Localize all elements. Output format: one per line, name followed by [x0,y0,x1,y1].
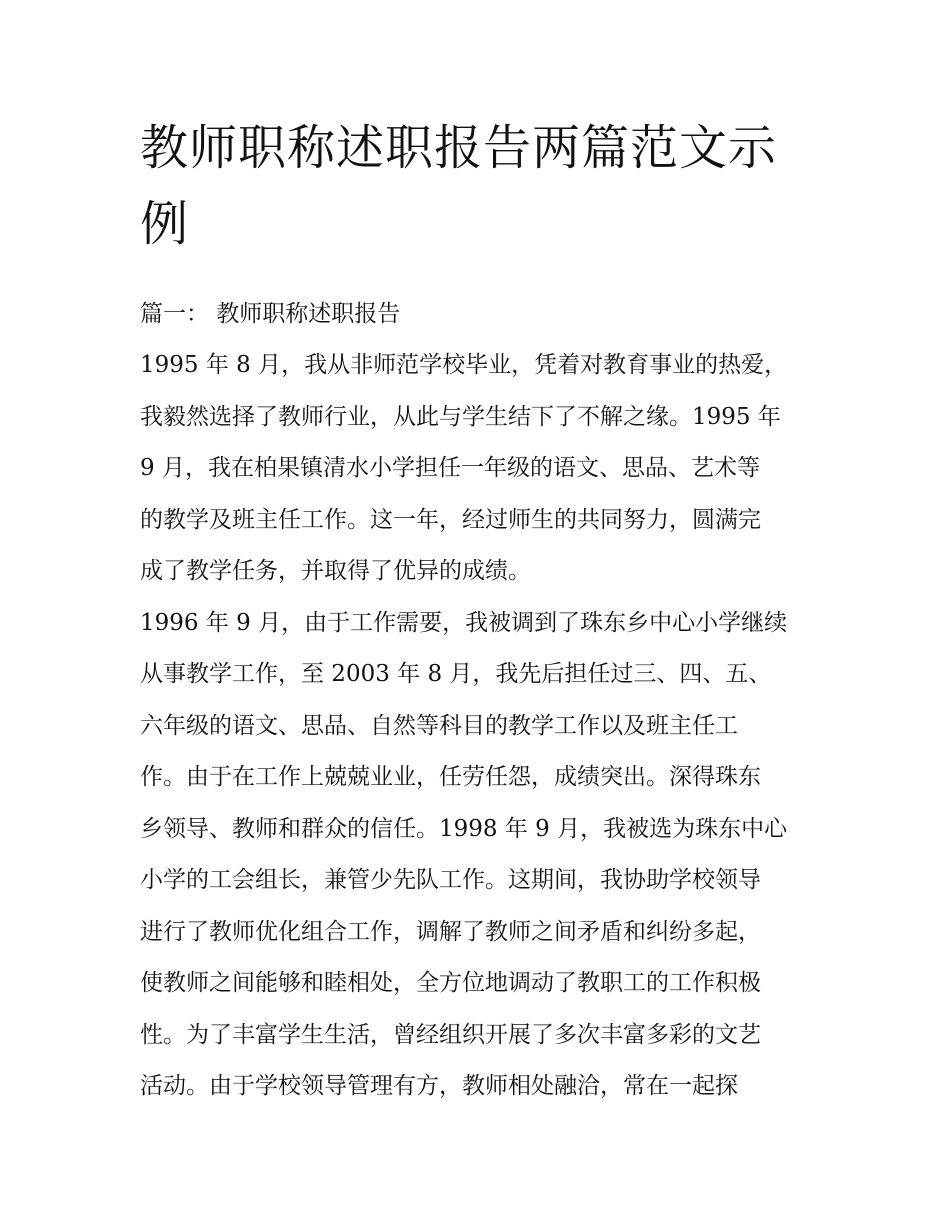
document-title [140,110,820,262]
text-line: 性。为了丰富学生生活，曾经组织开展了多次丰富多彩的文艺 [140,1021,761,1048]
text-line: 1995 年 8 月，我从非师范学校毕业，凭着对教育事业的热爱， [140,352,788,378]
title-line: 教师职称述职报告两篇范文示 [140,120,778,176]
text-line: 我毅然选择了教师行业，从此与学生结下了不解之缘。1995 年 [140,403,781,430]
text-line: 六年级的语文、思品、自然等科目的教学工作以及班主任工 [140,712,738,739]
text-line: 进行了教师优化组合工作，调解了教师之间矛盾和纠纷多起， [140,918,761,945]
paragraph-2 [140,598,820,1113]
text-line: 作。由于在工作上兢兢业业，任劳任怨，成绩突出。深得珠东 [140,764,761,790]
paragraph-1 [140,340,820,598]
text-line: 使教师之间能够和睦相处，全方位地调动了教职工的工作积极 [140,970,761,996]
text-line: 活动。由于学校领导管理有方，教师相处融洽，常在一起探 [140,1073,738,1099]
text-line: 从事教学工作，至 2003 年 8 月，我先后担任过三、四、五、 [140,661,772,687]
text-line: 乡领导、教师和群众的信任。1998 年 9 月，我被选为珠东中心 [140,815,788,842]
text-line: 的教学及班主任工作。这一年，经过师生的共同努力，圆满完 [140,506,761,533]
text-line: 成了教学任务，并取得了优异的成绩。 [140,558,531,584]
text-line: 1996 年 9 月，由于工作需要，我被调到了珠东乡中心小学继续 [140,609,788,636]
title-line: 例 [140,196,190,252]
text-line: 9 月，我在柏果镇清水小学担任一年级的语文、思品、艺术等 [140,455,760,481]
section-heading: 篇一： 教师职称述职报告 [140,301,401,327]
document-body [140,110,820,1113]
text-line: 小学的工会组长，兼管少先队工作。这期间，我协助学校领导 [140,867,761,893]
